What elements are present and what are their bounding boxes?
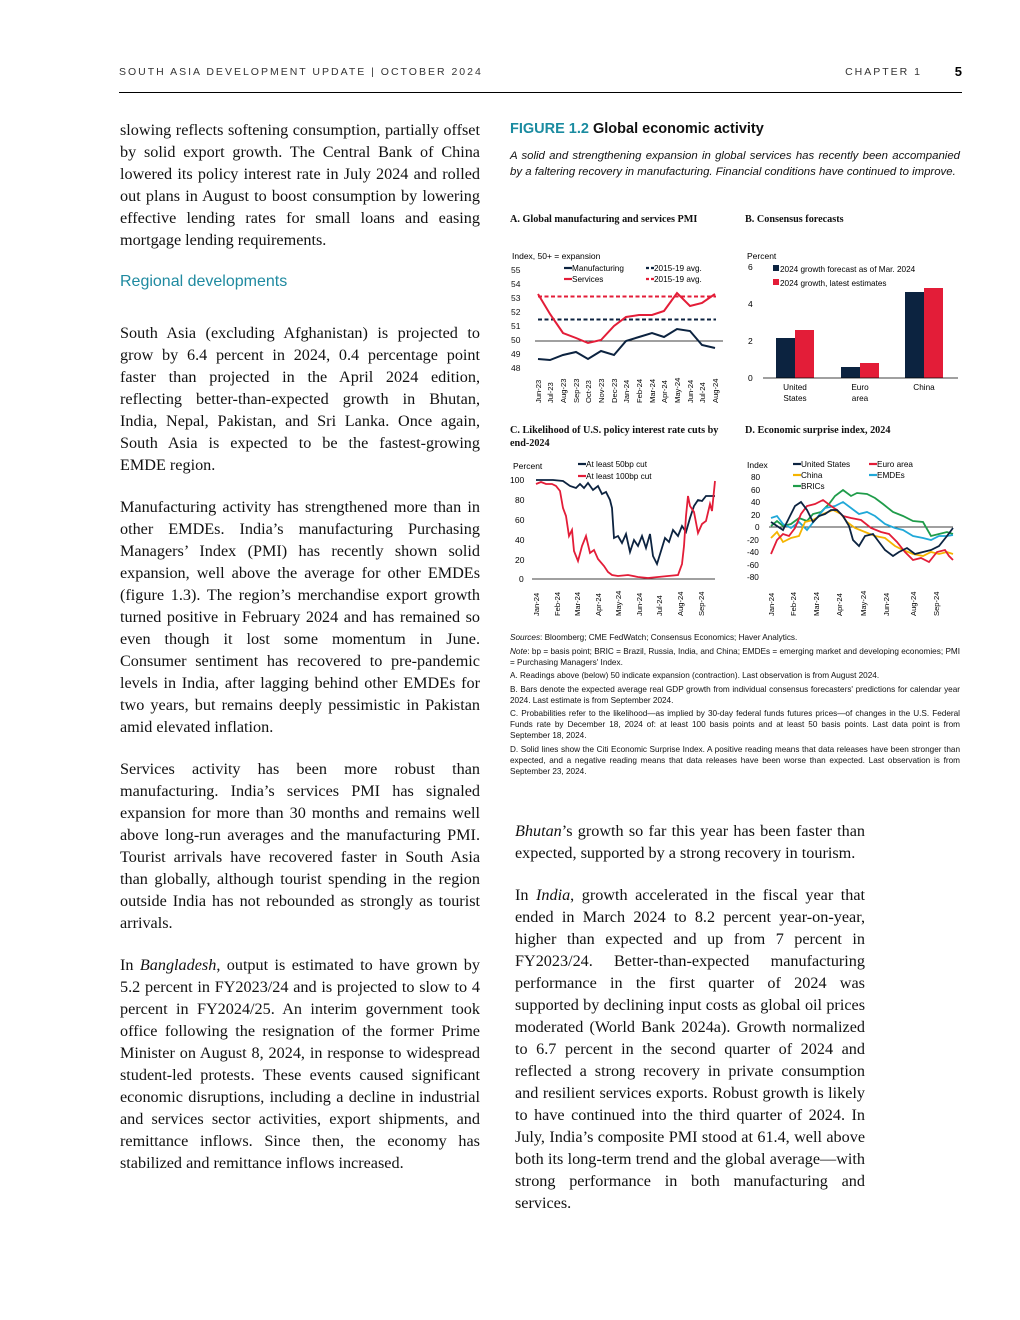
svg-text:2024 growth forecast as of Mar: 2024 growth forecast as of Mar. 2024	[780, 265, 916, 274]
svg-text:Services: Services	[572, 275, 604, 284]
svg-text:Aug-24: Aug-24	[676, 591, 685, 616]
section-heading: Regional developments	[120, 273, 288, 290]
sources-text: : Bloomberg; CME FedWatch; Consensus Economics; Haver Analytics.	[540, 633, 798, 642]
figure-number: FIGURE 1.2	[510, 121, 589, 137]
svg-text:20: 20	[751, 511, 761, 520]
chapter-label: CHAPTER 1	[845, 66, 922, 78]
svg-text:Euro: Euro	[851, 383, 869, 392]
svg-text:52: 52	[511, 307, 521, 317]
svg-text:Jan-24: Jan-24	[532, 592, 541, 616]
svg-text:0: 0	[748, 373, 753, 383]
svg-text:Percent: Percent	[747, 251, 777, 261]
abbrev-note	[510, 646, 960, 668]
note-d: D. Solid lines show the Citi Economic Surprise Index. A positive reading means that data releases have been stronger than expected, and a negative reading means that data releases have been worse than expected. Last observation is from September 23, 2024.	[510, 744, 960, 776]
svg-text:Jun-24: Jun-24	[635, 592, 644, 616]
svg-text:2015-19 avg.: 2015-19 avg.	[654, 275, 702, 284]
svg-text:-60: -60	[747, 561, 759, 570]
svg-text:20: 20	[515, 555, 525, 565]
svg-text:area: area	[851, 394, 869, 403]
svg-text:Apr-24: Apr-24	[594, 593, 603, 616]
svg-text:Mar-24: Mar-24	[573, 591, 582, 616]
svg-text:Aug-24: Aug-24	[909, 591, 918, 616]
svg-text:United: United	[783, 383, 807, 392]
chart-b-consensus	[743, 248, 963, 408]
svg-text:May-24: May-24	[614, 590, 623, 616]
y-axis-ticks	[511, 265, 521, 373]
svg-text:80: 80	[515, 495, 525, 505]
svg-text:Euro area: Euro area	[877, 460, 913, 469]
paragraph	[515, 820, 865, 864]
figure-title-text: Global economic activity	[593, 121, 764, 137]
svg-text:Sep-24: Sep-24	[932, 591, 941, 616]
note-text: : bp = basis point; BRIC = Brazil, Russia, India, and China; EMDEs = emerging market and developing economies; PMI = Purchasing Managers' Index.	[510, 646, 960, 667]
svg-text:Apr-24: Apr-24	[835, 593, 844, 616]
svg-text:Mar-24: Mar-24	[648, 378, 657, 403]
svg-text:Jun-24: Jun-24	[686, 379, 695, 403]
svg-text:At least 50bp cut: At least 50bp cut	[586, 460, 647, 469]
svg-text:-40: -40	[747, 548, 759, 557]
note-a: A. Readings above (below) 50 indicate expansion (contraction). Last observation is from August 2024.	[510, 671, 880, 680]
svg-text:Mar-24: Mar-24	[812, 591, 821, 616]
svg-text:-20: -20	[747, 536, 759, 545]
paragraph	[120, 954, 480, 1174]
svg-text:Aug-23: Aug-23	[559, 378, 568, 403]
svg-text:80: 80	[751, 473, 761, 482]
svg-text:At least 100bp cut: At least 100bp cut	[586, 472, 652, 481]
left-column	[120, 119, 480, 1194]
country-name: India	[536, 886, 571, 904]
legend	[793, 460, 913, 491]
svg-text:Jun-24: Jun-24	[882, 592, 891, 616]
svg-text:100: 100	[510, 475, 525, 485]
svg-text:0: 0	[519, 574, 524, 584]
paragraph: Services activity has been more robust than manufacturing. India’s services PMI has signaled expansion for more than 30 months and remains well above long-run averages and the manufacturing PMI. Tourist arrivals have recovered faster in South Asia than globally, although tourist spending in the region outside India has not rebounded as strongly as tourist arrivals.	[120, 760, 480, 932]
svg-text:Percent: Percent	[513, 461, 543, 471]
page-number: 5	[954, 64, 962, 79]
sources-label: Sources	[510, 633, 541, 642]
svg-text:May-24: May-24	[673, 377, 682, 403]
svg-text:EMDEs: EMDEs	[877, 471, 905, 480]
svg-text:States: States	[783, 394, 807, 403]
svg-text:Jan-24: Jan-24	[622, 379, 631, 403]
paragraph: slowing reflects softening consumption, partially offset by solid export growth. The Central Bank of China lowered its policy interest rate in July 2024 and rolled out plans in August to boost consumption by lowering effective lending rates for small loans and easing mortgage lending requirements.	[120, 121, 480, 249]
svg-text:48: 48	[511, 363, 521, 373]
svg-text:China: China	[913, 383, 935, 392]
svg-text:Sep-23: Sep-23	[572, 378, 581, 403]
panel-a-title: A. Global manufacturing and services PMI	[510, 214, 698, 225]
figure-subtitle: A solid and strengthening expansion in global services has recently been accompanied by a faltering recovery in manufacturing. Financial conditions have continued to improve.	[510, 150, 960, 178]
text: , output is estimated to have grown by 5.2 percent in FY2023/24 and is projected to slow to 4 percent in FY2024/25. An interim government took office following the resignation of the former Prime Minister on August 8, 2024, in response to widespread student-led protests. These events caused significant economic disruptions, including a decline in industrial and services sector activities, export shipments, and remittance inflows. Since then, the economy has stabilized and remittance inflows increased.	[120, 956, 480, 1172]
legend	[564, 264, 702, 284]
running-header	[119, 64, 962, 84]
text: In	[120, 956, 140, 974]
chart-c-rate-cuts	[508, 456, 728, 621]
svg-text:Nov-23: Nov-23	[597, 378, 606, 403]
svg-text:2015-19 avg.: 2015-19 avg.	[654, 264, 702, 273]
svg-text:2024 growth, latest estimates: 2024 growth, latest estimates	[780, 279, 887, 288]
panel-b-title: B. Consensus forecasts	[745, 214, 844, 225]
x-axis-ticks	[534, 378, 720, 403]
svg-text:49: 49	[511, 349, 521, 359]
right-column	[515, 820, 865, 1234]
svg-text:60: 60	[751, 486, 761, 495]
svg-text:Sep-24: Sep-24	[697, 591, 706, 616]
svg-text:Index: Index	[747, 460, 768, 470]
svg-text:Jan-24: Jan-24	[767, 592, 776, 616]
svg-text:May-24: May-24	[859, 590, 868, 616]
svg-text:Jul-23: Jul-23	[546, 382, 555, 403]
svg-text:Manufacturing: Manufacturing	[572, 264, 624, 273]
svg-text:China: China	[801, 471, 823, 480]
text: , growth accelerated in the fiscal year that ended in March 2024 to 8.2 percent year-on-year, higher than expected and up from 7 percent in FY2023/24. Better-than-expected manufacturing performance in the first quarter of 2024 was supported by declining input costs as global oil prices moderated (World Bank 2024a). Growth normalized to 6.7 percent in the second quarter of 2024 and reflected a strong recovery in private consumption and resilient services exports. Robust growth is likely to have continued into the third quarter of 2024. In July, India’s composite PMI stood at 61.4, well above both its long-term trend and the global average—with strong performance in both manufacturing and services.	[515, 886, 865, 1212]
svg-text:6: 6	[748, 262, 753, 272]
svg-text:Jul-24: Jul-24	[698, 382, 707, 403]
svg-text:0: 0	[755, 523, 760, 532]
country-name: Bangladesh	[139, 956, 217, 974]
svg-text:Jul-24: Jul-24	[655, 595, 664, 616]
note-label: Note	[510, 646, 528, 656]
svg-text:Oct-23: Oct-23	[584, 380, 593, 403]
svg-text:-80: -80	[747, 573, 759, 582]
panel-d-title: D. Economic surprise index, 2024	[745, 425, 891, 436]
legend	[773, 265, 916, 288]
text: In	[515, 886, 536, 904]
sources-note	[510, 632, 960, 643]
svg-text:United States: United States	[801, 460, 851, 469]
svg-text:BRICs: BRICs	[801, 482, 825, 491]
header-rule	[119, 92, 962, 93]
svg-text:Jun-23: Jun-23	[534, 379, 543, 403]
paragraph	[515, 884, 865, 1214]
paragraph: Manufacturing activity has strengthened more than in other EMDEs. India’s manufacturing Purchasing Managers’ Index (PMI) has recently shown solid expansion, well above the average for other EMDEs (figure 1.3). The region’s merchandise export growth turned positive in February 2024 and has remained so even though it lost some momentum in June. Consumer sentiment has recovered to pre-pandemic levels in India, after lagging behind other EMDEs for two years, but remains deeply pessimistic in Pakistan amid elevated inflation.	[120, 498, 480, 736]
svg-text:Apr-24: Apr-24	[660, 380, 669, 403]
figure	[510, 119, 960, 192]
svg-text:Dec-23: Dec-23	[610, 378, 619, 403]
paragraph: South Asia (excluding Afghanistan) is projected to grow by 6.4 percent in 2024, 0.4 percentage point faster than projected in the April 2024 edition, reflecting better-than-expected growth in Bhutan, India, Nepal, Pakistan, and Sri Lanka. Once again, South Asia is expected to be the fastest-growing EMDE region.	[120, 324, 480, 474]
svg-text:2: 2	[748, 336, 753, 346]
chart-a-pmi	[508, 248, 728, 408]
note-c: C. Probabilities refer to the likelihood—as implied by 30-day federal funds futures prices—of changes in the U.S. Federal Funds rate by December 18, 2024 of: at least 100 basis points and at least 50 basis points. Last data point is from September 18, 2024.	[510, 709, 960, 740]
svg-text:60: 60	[515, 515, 525, 525]
svg-text:Feb-24: Feb-24	[553, 591, 562, 616]
text: ’s growth so far this year has been faster than expected, supported by a strong recovery in tourism.	[515, 822, 865, 862]
svg-text:Aug-24: Aug-24	[711, 378, 720, 403]
note-b: B. Bars denote the expected average real GDP growth from individual consensus forecasters' predictions for calendar year 2024. Last estimate is from September 2024.	[510, 684, 960, 705]
svg-text:Feb-24: Feb-24	[635, 378, 644, 403]
svg-text:50: 50	[511, 335, 521, 345]
legend	[578, 460, 652, 481]
country-name: Bhutan	[515, 822, 562, 840]
running-title: SOUTH ASIA DEVELOPMENT UPDATE | OCTOBER 2024	[119, 66, 483, 78]
svg-text:55: 55	[511, 265, 521, 275]
svg-text:40: 40	[515, 535, 525, 545]
figure-title	[510, 121, 960, 137]
svg-text:4: 4	[748, 299, 753, 309]
svg-text:Feb-24: Feb-24	[789, 591, 798, 616]
chart-d-surprise-index	[743, 456, 963, 621]
figure-notes	[510, 632, 960, 779]
svg-text:53: 53	[511, 293, 521, 303]
y-axis-label: Index, 50+ = expansion	[512, 251, 601, 261]
svg-text:40: 40	[751, 498, 761, 507]
svg-text:54: 54	[511, 279, 521, 289]
svg-text:51: 51	[511, 321, 521, 331]
panel-c-title: C. Likelihood of U.S. policy interest rate cuts by end-2024	[510, 425, 719, 449]
